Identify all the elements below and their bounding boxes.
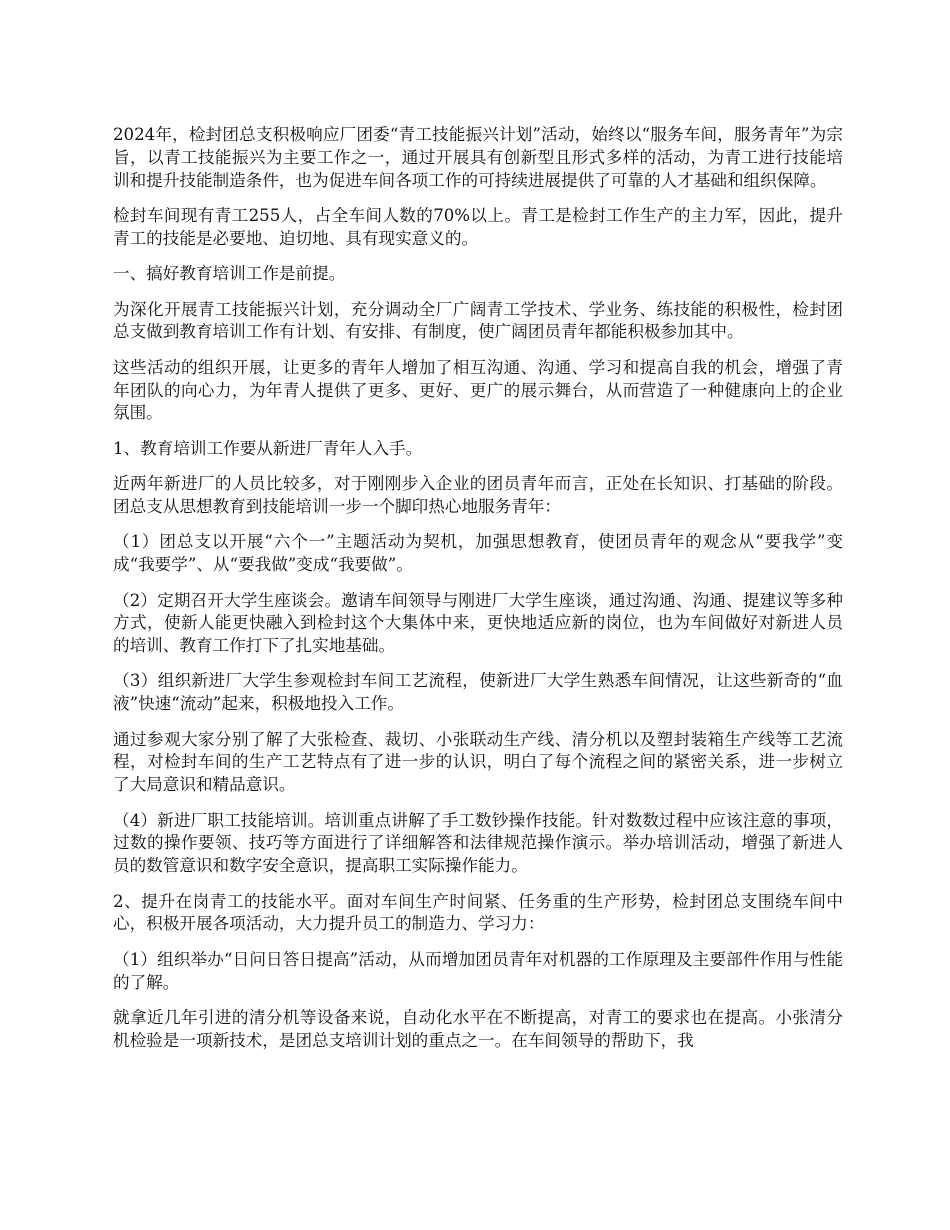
section-heading-1: 一、搞好教育培训工作是前提。: [113, 264, 346, 284]
subsection-heading-1: 1、教育培训工作要从新进厂青年人入手。: [113, 438, 423, 458]
paragraph: 为深化开展青工技能振兴计划，充分调动全厂广阔青工学技术、学业务、练技能的积极性，检封团总支做到教育培训工作有计划、有安排、有制度，使广阔团员青年都能积极参加其中。: [113, 299, 843, 342]
list-item: （3）组织新进厂大学生参观检封车间工艺流程，使新进厂大学生熟悉车间情况，让这些新奇的“血液”快速“流动”起来，积极地投入工作。: [113, 671, 843, 714]
list-item: （2）定期召开大学生座谈会。邀请车间领导与刚进厂大学生座谈，通过沟通、沟通、提建议等多种方式，使新人能更快融入到检封这个大集体中来，更快地适应新的岗位，也为车间做好对新进人员的培训、教育工作打下了扎实地基础。: [113, 590, 843, 656]
paragraph: 近两年新进厂的人员比较多，对于刚刚步入企业的团员青年而言，正处在长知识、打基础的阶段。团总支从思想教育到技能培训一步一个脚印热心地服务青年：: [113, 474, 843, 516]
paragraph: 通过参观大家分别了解了大张检查、裁切、小张联动生产线、清分机以及塑封装箱生产线等工艺流程，对检封车间的生产工艺特点有了进一步的认识，明白了每个流程之间的紧密关系，进一步树立了大局意识和精品意识。: [113, 729, 843, 795]
document-body: [113, 124, 843, 1065]
paragraph: 这些活动的组织开展，让更多的青年人增加了相互沟通、沟通、学习和提高自我的机会，增强了青年团队的向心力，为年青人提供了更多、更好、更广的展示舞台，从而营造了一种健康向上的企业氛围。: [113, 357, 843, 423]
subsection-heading-2: 2、提升在岗青工的技能水平。面对车间生产时间紧、任务重的生产形势，检封团总支围绕车间中心，积极开展各项活动，大力提升员工的制造力、学习力：: [113, 891, 843, 934]
paragraph: 就拿近几年引进的清分机等设备来说，自动化水平在不断提高，对青工的要求也在提高。小张清分机检验是一项新技术，是团总支培训计划的重点之一。在车间领导的帮助下，我: [113, 1008, 843, 1050]
list-item: （1）团总支以开展“六个一”主题活动为契机，加强思想教育，使团员青年的观念从“要我学”变成“我要学”、从“要我做”变成“我要做”。: [113, 532, 843, 575]
paragraph-youth-count: 检封车间现有青工255人，占全车间人数的70%以上。青工是检封工作生产的主力军，因此，提升青工的技能是必要地、迫切地、具有现实意义的。: [113, 205, 843, 248]
list-item: （1）组织举办“日问日答日提高”活动，从而增加团员青年对机器的工作原理及主要部件作用与性能的了解。: [113, 949, 843, 992]
list-item: （4）新进厂职工技能培训。培训重点讲解了手工数钞操作技能。针对数数过程中应该注意的事项，过数的操作要领、技巧等方面进行了详细解答和法律规范操作演示。举办培训活动，增强了新进人员的数管意识和数字安全意识，提高职工实际操作能力。: [113, 810, 843, 876]
paragraph-intro: 2024年，检封团总支积极响应厂团委“青工技能振兴计划”活动，始终以“服务车间，服务青年”为宗旨，以青工技能振兴为主要工作之一，通过开展具有创新型且形式多样的活动，为青工进行技能培训和提升技能制造条件，也为促进车间各项工作的可持续进展提供了可靠的人才基础和组织保障。: [113, 125, 843, 190]
